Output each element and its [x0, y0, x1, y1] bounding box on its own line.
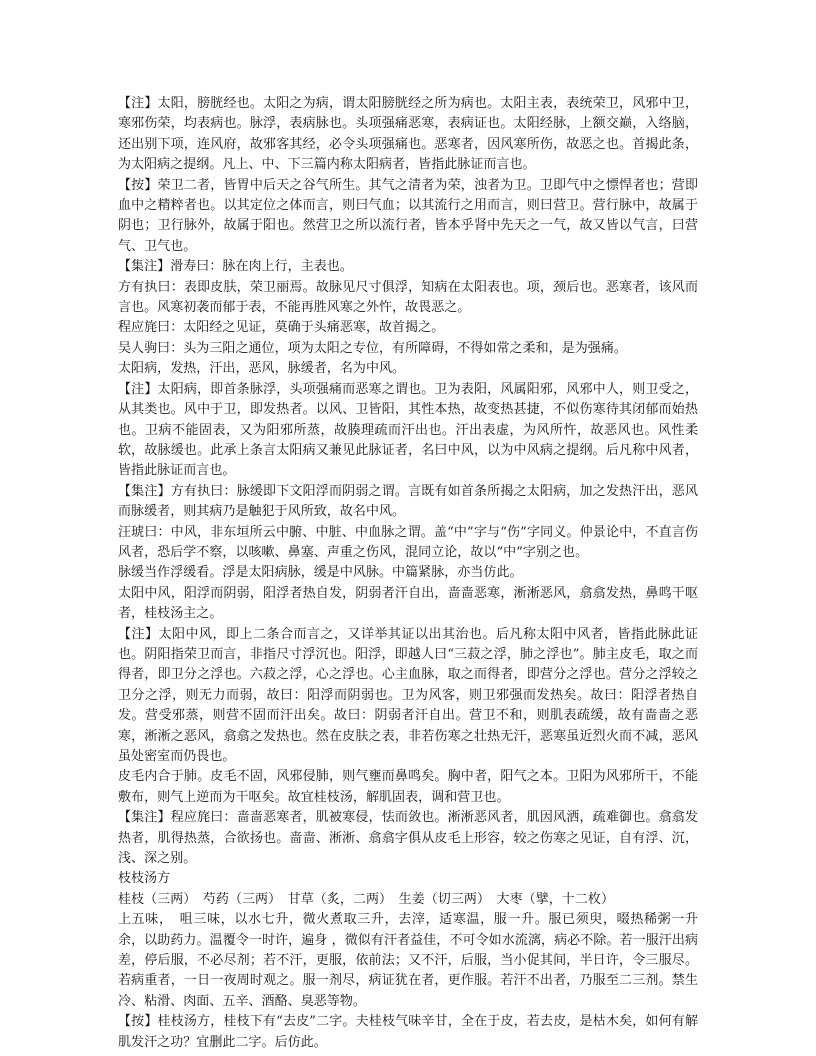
- commentary-paragraph: 【注】太阳病，即首条脉浮，头项强痛而恶寒之谓也。卫为表阳，风属阳邪，风邪中人，则卫受之，从其类也。风中于卫，即发热者。以风、卫皆阳，其性本热，故变热甚捷，不似伤寒待其闭郁而始热也。卫病不能固表，又为阳邪所蒸，故腠理疏而汗出也。汗出表虚，为风所忤，故恶风也。风性柔软，故脉缓也。此承上条言太阳病又兼见此脉证者，名曰中风，以为中风病之提纲。后凡称中风者，皆指此脉证而言也。: [118, 381, 698, 479]
- commentary-paragraph: 脉缓当作浮缓看。浮是太阳病脉，缓是中风脉。中篇紧脉，亦当仿此。: [118, 565, 523, 581]
- formula-title: 枝枝汤方: [118, 871, 171, 887]
- collected-commentary-paragraph: 【集注】滑寿曰：脉在肉上行，主表也。: [118, 259, 353, 275]
- note-paragraph: 【按】荣卫二者，皆胃中后天之谷气所生。其气之清者为荣，浊者为卫。卫即气中之慓悍者也；营即血中之精粹者也。以其定位之体而言，则曰气血；以其流行之用而言，则曰营卫。营行脉中，故属于阴也；卫行脉外，故属于阳也。然营卫之所以流行者，皆本乎肾中先天之一气，故又皆以气言，曰营气、卫气也。: [118, 177, 698, 254]
- commentary-paragraph: 程应旄曰：太阳经之见证，莫确于头痛恶寒，故首揭之。: [118, 320, 445, 336]
- commentary-paragraph: 方有执曰：表即皮肤，荣卫丽焉。故脉见尺寸俱浮，知病在太阳表也。项，颈后也。恶寒者，该风而言也。风寒初袭而郁于表，不能再胜风寒之外忤，故畏恶之。: [118, 279, 698, 316]
- formula-instructions: 上五味， 咀三味，以水七升，微火煮取三升，去滓，适寒温，服一升。服已须臾，啜热稀粥一升余，以助药力。温覆令一时许，遍身 ，微似有汗者益佳，不可令如水流漓，病必不除。若一服汗出病差，停后服，不必尽剂；若不汗，更服，依前法；又不汗，后服，当小促其间，半日许，令三服尽。若病重者，一日一夜周时观之。服一剂尽，病证犹在者，更作服。若汗不出者，乃服至二三剂。禁生冷、粘滑、肉面、五辛、酒酪、臭恶等物。: [118, 912, 698, 1009]
- classic-text-paragraph: 太阳病，发热，汗出，恶风，脉缓者，名为中风。: [118, 361, 406, 377]
- commentary-paragraph: 【注】太阳，膀胱经也。太阳之为病，谓太阳膀胱经之所为病也。太阳主表，表统荣卫，风邪中卫，寒邪伤荣，均表病也。脉浮，表病脉也。头项强痛恶寒，表病证也。太阳经脉，上额交巅，入络脑，还出别下项，连风府，故邪客其经，必令头项强痛也。恶寒者，因风寒所伤，故恶之也。首揭此条，为太阳病之提纲。凡上、中、下三篇内称太阳病者，皆指此脉证而言也。: [118, 96, 698, 173]
- commentary-paragraph: 皮毛内合于肺。皮毛不固，风邪侵肺，则气壅而鼻鸣矣。胸中者，阳气之本。卫阳为风邪所干，不能敷布，则气上逆而为干呕矣。故宜桂枝汤，解肌固表，调和营卫也。: [118, 769, 698, 805]
- note-paragraph: 【按】桂枝汤方，桂枝下有“去皮”二字。夫桂枝气味辛甘，全在于皮，若去皮，是枯木矣，如何有解肌发汗之功？宜删此二字。后仿此。: [118, 1014, 698, 1050]
- commentary-paragraph: 汪琥曰：中风，非东垣所云中腑、中脏、中血脉之谓。盖“中”字与“伤”字同义。仲景论中，不直言伤风者，恐后学不察，以咳嗽、鼻塞、声重之伤风，混同立论，故以“中”字别之也。: [118, 524, 698, 560]
- collected-commentary-paragraph: 【集注】方有执曰：脉缓即下文阳浮而阴弱之谓。言既有如首条所揭之太阳病，加之发热汗出，恶风而脉缓者，则其病乃是触犯于风所致，故名中风。: [118, 483, 698, 520]
- collected-commentary-paragraph: 【集注】程应旄曰：啬啬恶寒者，肌被寒侵，怯而敛也。淅淅恶风者，肌因风洒，疏难御也。翕翕发热者，肌得热蒸，合欲扬也。啬啬、淅淅、翕翕字俱从皮毛上形容，较之伤寒之见证，自有浮、沉，浅、深之别。: [118, 810, 698, 867]
- classic-text-paragraph: 太阳中风，阳浮而阴弱，阳浮者热自发，阴弱者汗自出，啬啬恶寒，淅淅恶风，翕翕发热，鼻鸣干呕者，桂枝汤主之。: [118, 585, 698, 622]
- commentary-paragraph: 【注】太阳中风，即上二条合而言之，又详举其证以出其治也。后凡称太阳中风者，皆指此脉此证也。阴阳指荣卫而言，非指尺寸浮沉也。阳浮，即越人曰“三菽之浮，肺之浮也”。肺主皮毛，取之而得者，即卫分之浮也。六菽之浮，心之浮也。心主血脉，取之而得者，即营分之浮也。营分之浮较之卫分之浮，则无力而弱，故曰：阳浮而阴弱也。卫为风客，则卫邪强而发热矣。故曰：阳浮者热自发。营受邪蒸，则营不固而汗出矣。故曰：阴弱者汗自出。营卫不和，则肌表疏缓，故有啬啬之恶寒，淅淅之恶风，翕翕之发热也。然在皮肤之表，非若伤寒之壮热无汗，恶寒虽近烈火而不减，恶风虽处密室而仍畏也。: [118, 626, 698, 764]
- formula-ingredients: 桂枝（三两） 芍药（三两） 甘草（炙，二两） 生姜（切三两） 大枣（擘，十二枚）: [118, 891, 615, 907]
- commentary-paragraph: 吴人驹曰：头为三阳之通位，项为太阳之专位，有所障碍，不得如常之柔和，是为强痛。: [118, 340, 627, 356]
